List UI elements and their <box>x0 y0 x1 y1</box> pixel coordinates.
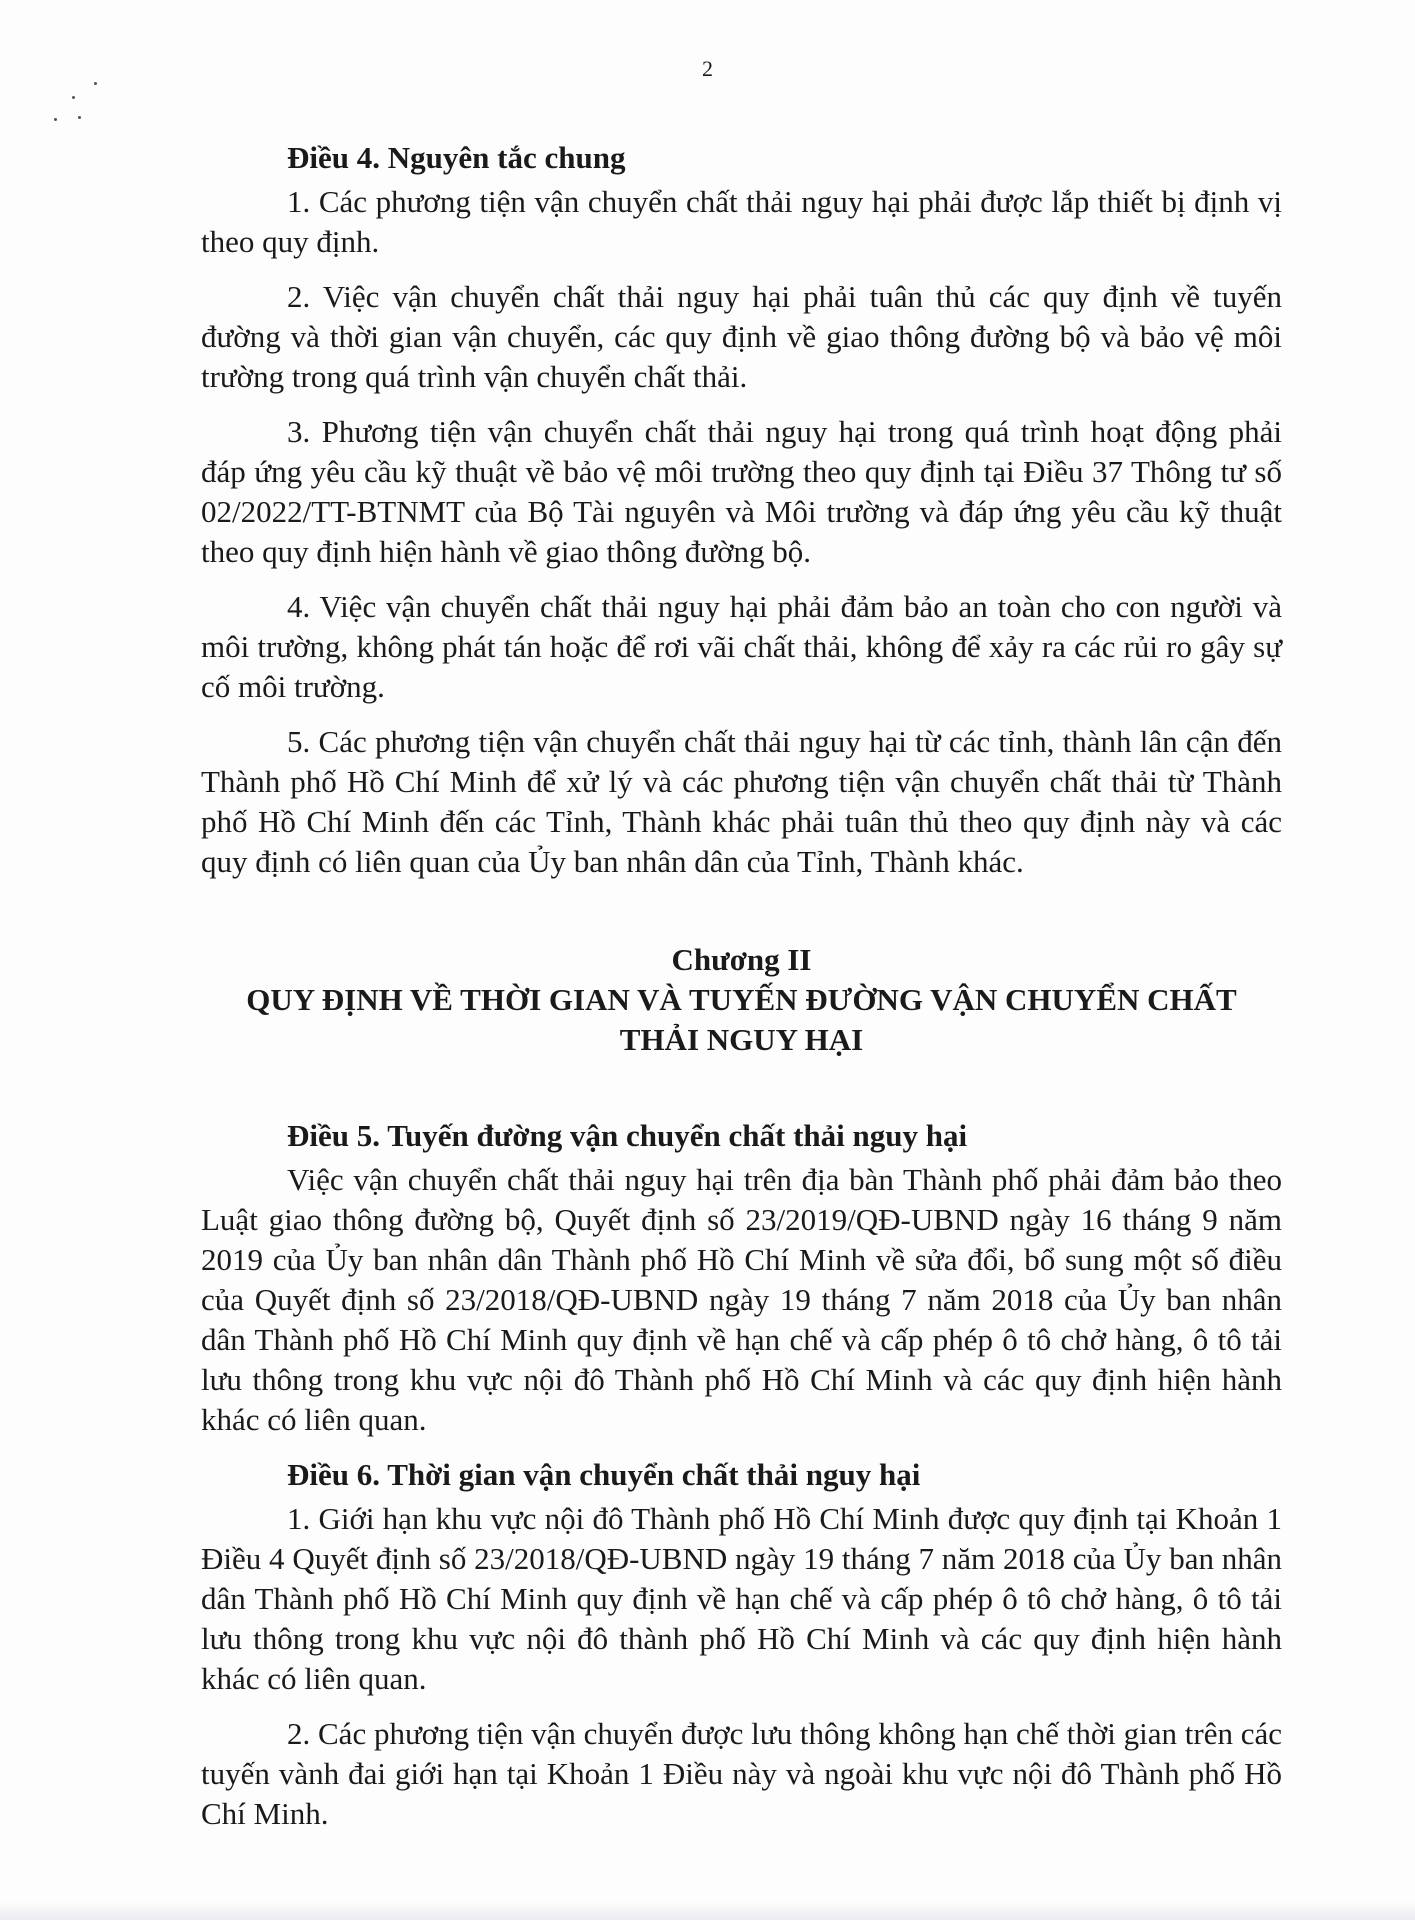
article-heading: Điều 5. Tuyến đường vận chuyển chất thải nguy hại <box>287 1118 968 1153</box>
article-paragraph: 1. Giới hạn khu vực nội đô Thành phố Hồ Chí Minh được quy định tại Khoản 1 Điều 4 Quyết định số 23/2018/QĐ-UBND ngày 19 tháng 7 năm 2018 của Ủy ban nhân dân Thành phố Hồ Chí Minh quy định về hạn chế và cấp phép ô tô chở hàng, ô tô tải lưu thông trong khu vực nội đô thành phố Hồ Chí Minh và các quy định hiện hành khác có liên quan. <box>201 1501 1282 1696</box>
page-number: 2 <box>702 56 713 81</box>
article-paragraph: Việc vận chuyển chất thải nguy hại trên địa bàn Thành phố phải đảm bảo theo Luật giao thông đường bộ, Quyết định số 23/2019/QĐ-UBND ngày 16 tháng 9 năm 2019 của Ủy ban nhân dân Thành phố Hồ Chí Minh về sửa đổi, bổ sung một số điều của Quyết định số 23/2018/QĐ-UBND ngày 19 tháng 7 năm 2018 của Ủy ban nhân dân Thành phố Hồ Chí Minh quy định về hạn chế và cấp phép ô tô chở hàng, ô tô tải lưu thông trong khu vực nội đô Thành phố Hồ Chí Minh và các quy định hiện hành khác có liên quan. <box>201 1162 1282 1437</box>
article-paragraph: 2. Các phương tiện vận chuyển được lưu thông không hạn chế thời gian trên các tuyến vành đai giới hạn tại Khoản 1 Điều này và ngoài khu vực nội đô Thành phố Hồ Chí Minh. <box>201 1716 1282 1831</box>
article-5 <box>201 1116 1282 1440</box>
article-heading: Điều 6. Thời gian vận chuyển chất thải nguy hại <box>287 1457 921 1492</box>
article-4 <box>201 138 1282 882</box>
article-heading: Điều 4. Nguyên tắc chung <box>287 140 626 175</box>
chapter-header <box>201 940 1282 1060</box>
article-paragraph: 1. Các phương tiện vận chuyển chất thải nguy hại phải được lắp thiết bị định vị theo quy định. <box>201 184 1282 259</box>
article-paragraph: 3. Phương tiện vận chuyển chất thải nguy hại trong quá trình hoạt động phải đáp ứng yêu cầu kỹ thuật về bảo vệ môi trường theo quy định tại Điều 37 Thông tư số 02/2022/TT-BTNMT của Bộ Tài nguyên và Môi trường và đáp ứng yêu cầu kỹ thuật theo quy định hiện hành về giao thông đường bộ. <box>201 414 1282 569</box>
scan-speck <box>54 118 57 121</box>
article-paragraph: 4. Việc vận chuyển chất thải nguy hại phải đảm bảo an toàn cho con người và môi trường, không phát tán hoặc để rơi vãi chất thải, không để xảy ra các rủi ro gây sự cố môi trường. <box>201 589 1282 704</box>
scan-speck <box>94 82 97 85</box>
scan-speck <box>72 96 75 99</box>
scan-speck <box>78 116 81 119</box>
document-body <box>201 138 1282 1849</box>
article-paragraph: 2. Việc vận chuyển chất thải nguy hại phải tuân thủ các quy định về tuyến đường và thời gian vận chuyển, các quy định về giao thông đường bộ và bảo vệ môi trường trong quá trình vận chuyển chất thải. <box>201 279 1282 394</box>
article-paragraph: 5. Các phương tiện vận chuyển chất thải nguy hại từ các tỉnh, thành lân cận đến Thành phố Hồ Chí Minh để xử lý và các phương tiện vận chuyển chất thải từ Thành phố Hồ Chí Minh đến các Tỉnh, Thành khác phải tuân thủ theo quy định này và các quy định có liên quan của Ủy ban nhân dân của Tỉnh, Thành khác. <box>201 724 1282 879</box>
scan-specks <box>50 80 140 160</box>
chapter-subtitle: QUY ĐỊNH VỀ THỜI GIAN VÀ TUYẾN ĐƯỜNG VẬN CHUYỂN CHẤT THẢI NGUY HẠI <box>246 982 1237 1057</box>
article-6 <box>201 1455 1282 1834</box>
chapter-title: Chương II <box>671 942 812 977</box>
scan-edge-shade <box>0 1902 1415 1920</box>
